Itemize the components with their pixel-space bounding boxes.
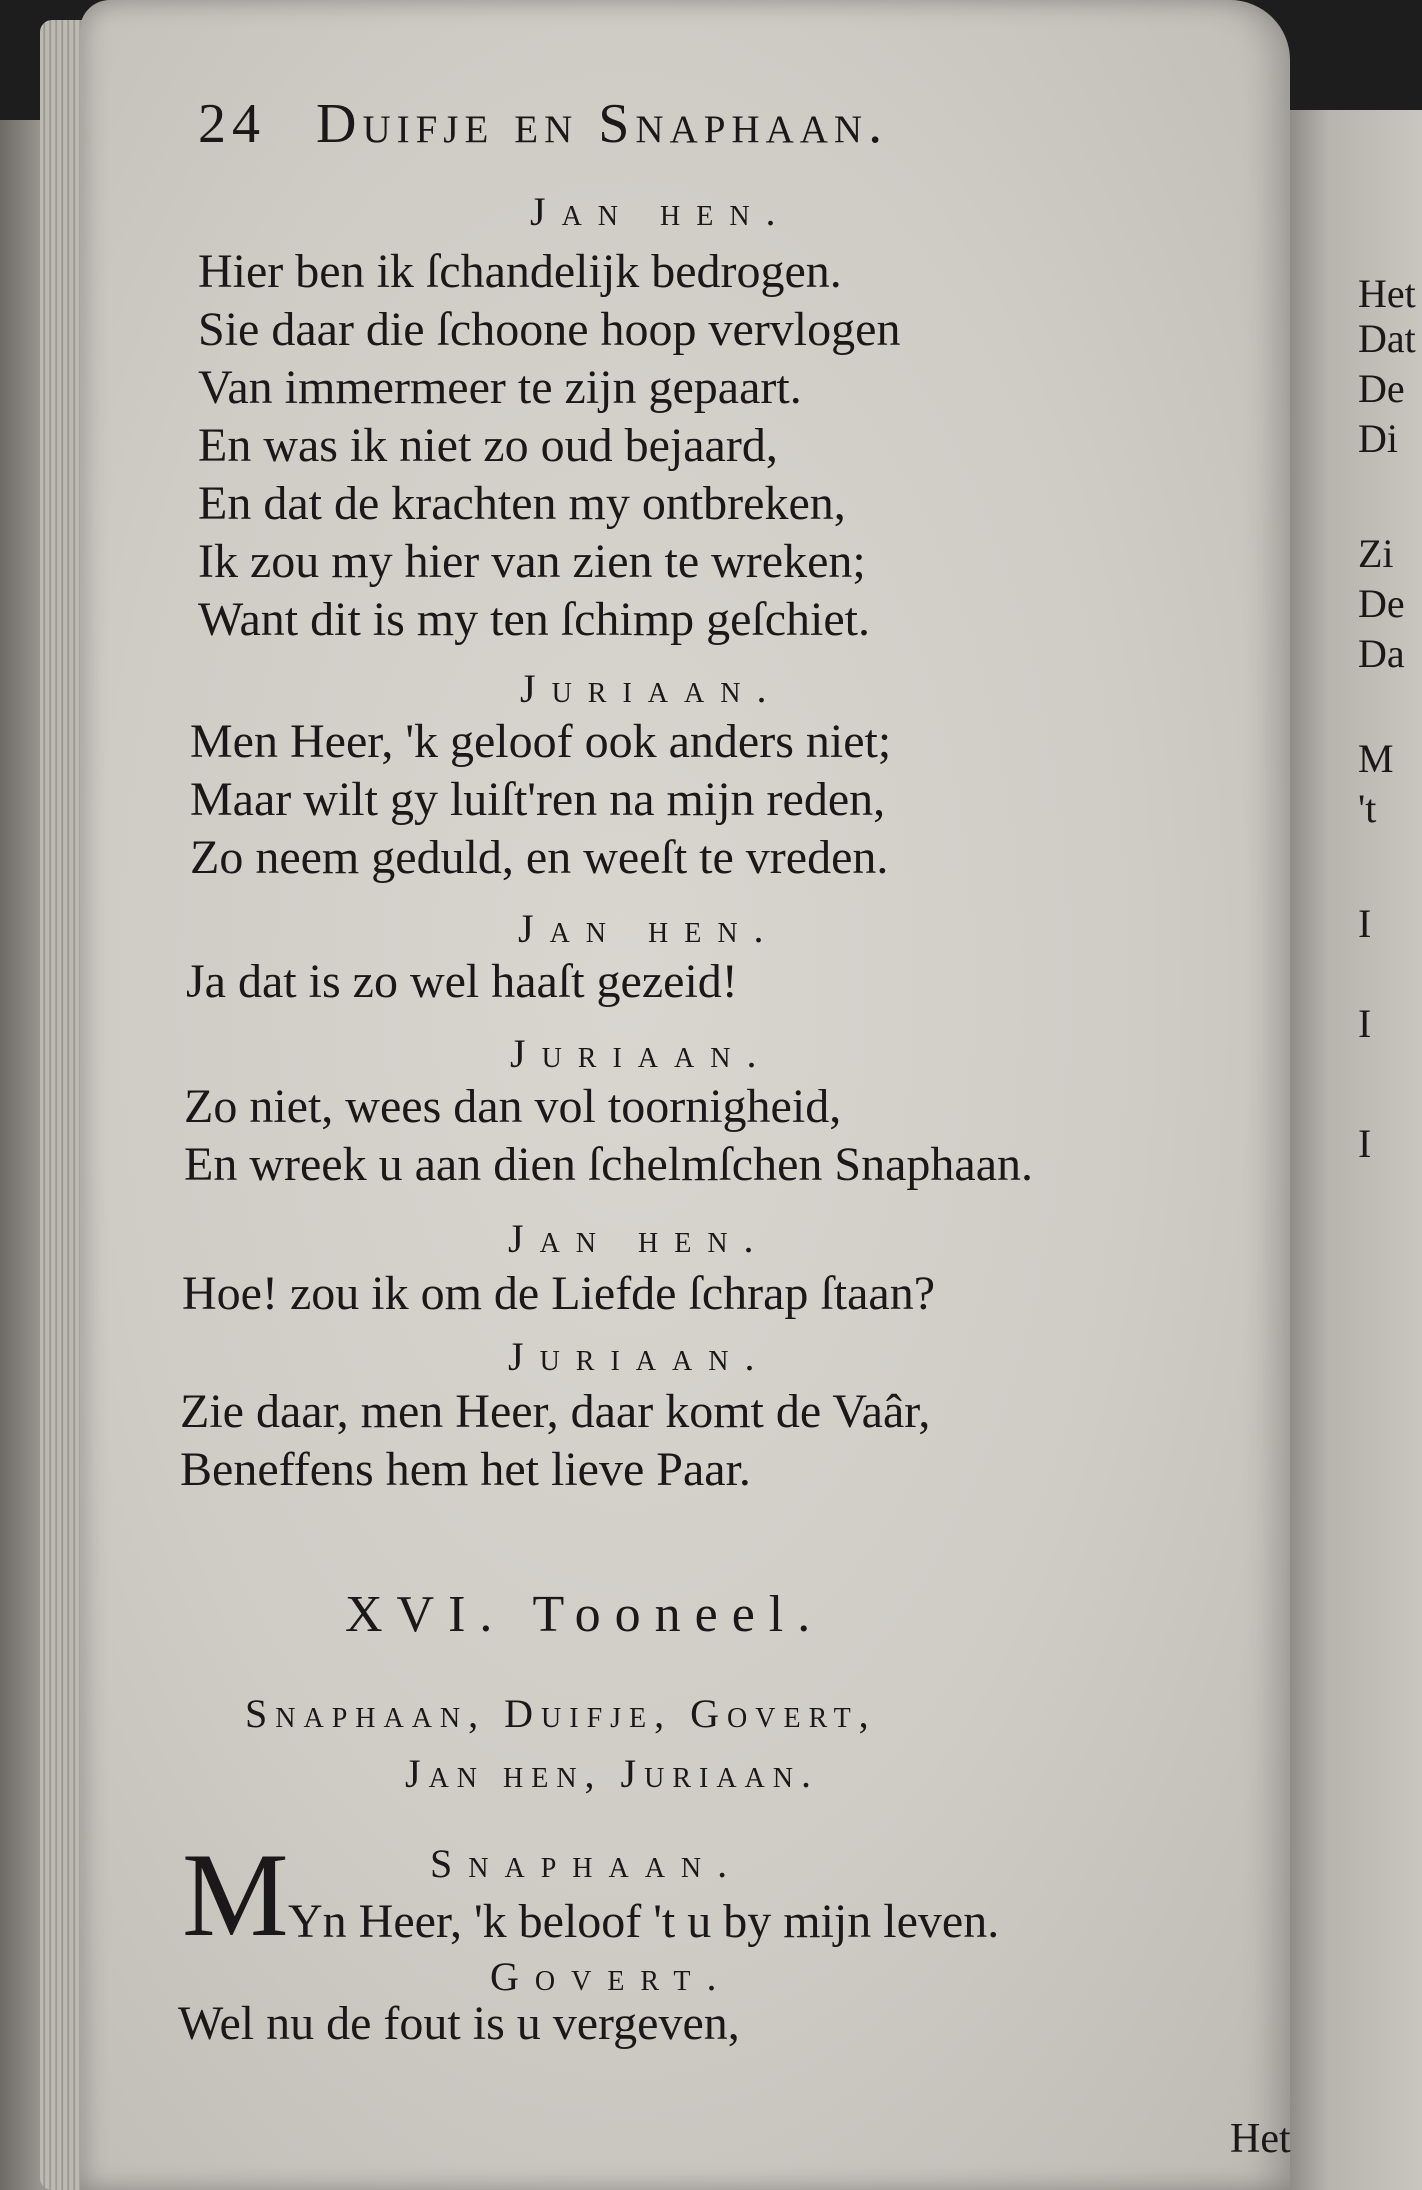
scene-title: XVI. Tooneel.	[345, 1586, 825, 1643]
facing-fragment: Dat	[1358, 316, 1416, 361]
facing-fragment: Da	[1358, 631, 1405, 676]
verse-line: Want dit is my ten ſchimp geſchiet.	[198, 593, 870, 646]
verse-line: Zo neem geduld, en weeſt te vreden.	[190, 831, 889, 884]
facing-fragment: Het	[1358, 271, 1416, 316]
speaker-heading: Jan hen.	[508, 1216, 770, 1261]
catchword: Het	[1230, 2116, 1291, 2162]
speaker-heading: Jan hen.	[518, 906, 780, 951]
speaker-heading: Jan hen.	[530, 189, 792, 234]
facing-fragment: Di	[1358, 416, 1398, 461]
facing-fragment: Zi	[1358, 531, 1394, 576]
facing-fragment: I	[1358, 901, 1372, 946]
cast-list: Jan hen, Juriaan.	[405, 1751, 820, 1796]
facing-fragment: I	[1358, 1121, 1372, 1166]
page-number: 24	[198, 93, 266, 155]
verse-line: Van immermeer te zijn gepaart.	[198, 361, 802, 414]
facing-page	[1290, 110, 1422, 2190]
verse-line: En was ik niet zo oud bejaard,	[198, 419, 778, 472]
facing-fragment: M	[1358, 736, 1394, 781]
verse-line: Maar wilt gy luiſt'ren na mijn reden,	[190, 773, 886, 826]
speaker-heading: Govert.	[490, 1954, 733, 1999]
verse-line: Men Heer, 'k geloof ook anders niet;	[190, 715, 892, 768]
facing-fragment: 't	[1358, 786, 1377, 831]
speaker-heading: Juriaan.	[508, 1334, 771, 1379]
drop-capital: M	[182, 1828, 289, 1961]
facing-fragment: De	[1358, 366, 1405, 411]
verse-line: Beneffens hem het lieve Paar.	[180, 1443, 751, 1496]
running-head	[198, 92, 888, 156]
verse-line: Sie daar die ſchoone hoop vervlogen	[198, 303, 901, 356]
verse-line: Hier ben ik ſchandelijk bedrogen.	[198, 245, 842, 298]
speaker-heading: Juriaan.	[520, 666, 783, 711]
verse-line: En dat de krachten my ontbreken,	[198, 477, 846, 530]
verse-line: Yn Heer, 'k beloof 't u by mijn leven.	[288, 1895, 1000, 1948]
facing-fragment: I	[1358, 1001, 1372, 1046]
verse-line: Wel nu de fout is u vergeven,	[178, 1997, 740, 2050]
verse-line: Hoe! zou ik om de Liefde ſchrap ſtaan?	[182, 1267, 935, 1320]
verse-line: Zo niet, wees dan vol toornigheid,	[184, 1080, 842, 1133]
verse-line: Ik zou my hier van zien te wreken;	[198, 535, 866, 588]
speaker-heading: Juriaan.	[510, 1031, 773, 1076]
facing-fragment: De	[1358, 581, 1405, 626]
verse-line: Ja dat is zo wel haaſt gezeid!	[186, 955, 738, 1008]
verse-line: En wreek u aan dien ſchelmſchen Snaphaan.	[184, 1138, 1033, 1191]
speaker-heading: Snaphaan.	[430, 1841, 744, 1886]
running-title: Duifje en Snaphaan.	[316, 93, 889, 155]
verse-line: Zie daar, men Heer, daar komt de Vaâr,	[180, 1385, 931, 1438]
cast-list: Snaphaan, Duifje, Govert,	[245, 1691, 877, 1736]
